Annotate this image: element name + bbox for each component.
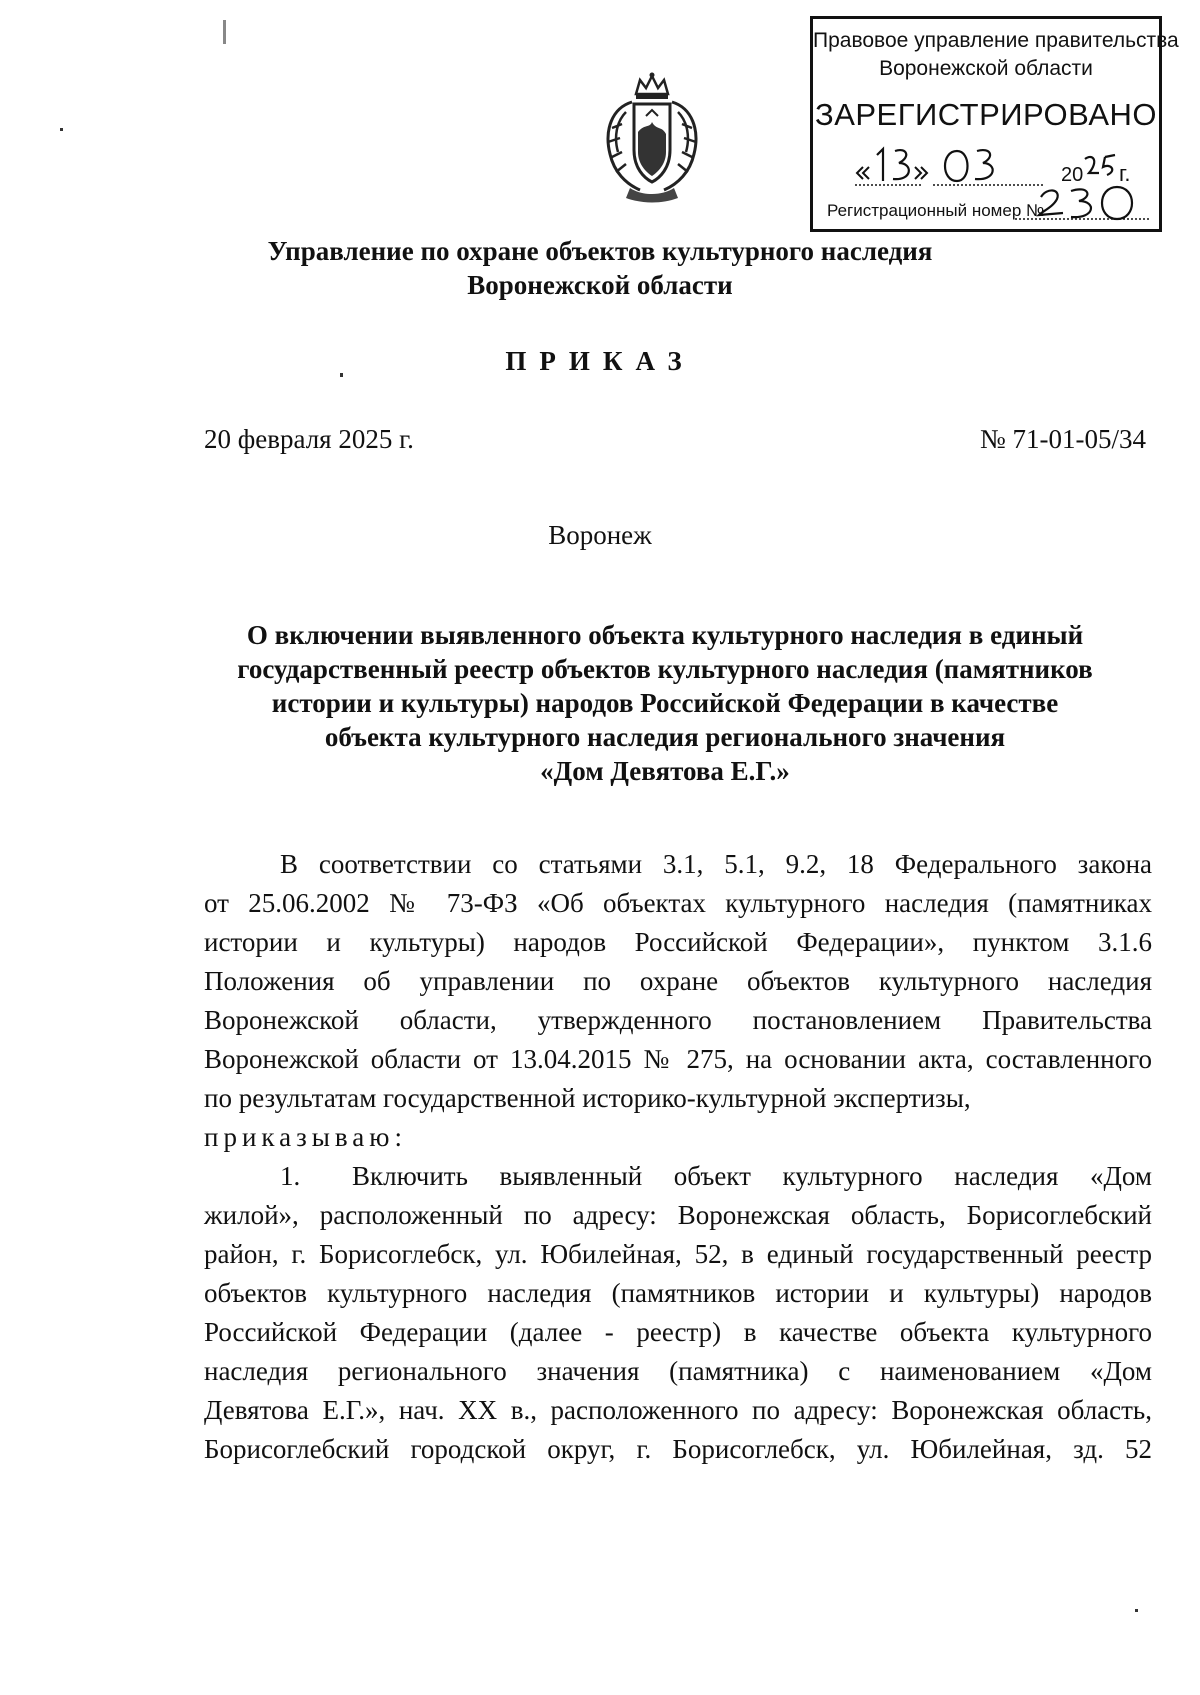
title-line: объекта культурного наследия регионального значения	[324, 722, 1006, 752]
document-body	[204, 845, 1152, 1469]
svg-text:20: 20	[1061, 164, 1084, 186]
stamp-registered: ЗАРЕГИСТРИРОВАНО	[814, 97, 1157, 132]
document-title	[200, 618, 1130, 788]
body-line: район, г. Борисоглебск, ул. Юбилейная, 52, в единый государственный реестр	[204, 1239, 1152, 1269]
stamp-reg-number-label: Регистрационный номер №	[827, 201, 1045, 220]
item1-first-line	[204, 1157, 1152, 1196]
body-line: жилой», расположенный по адресу: Воронежская область, Борисоглебский	[204, 1200, 1152, 1230]
body-line: Девятова Е.Г.», нач. XX в., расположенного по адресу: Воронежская область,	[204, 1395, 1152, 1425]
body-line: Воронежской области, утвержденного постановлением Правительства	[204, 1005, 1152, 1035]
body-line: по результатам государственной историко-культурной экспертизы,	[204, 1083, 971, 1113]
organization-line1: Управление по охране объектов культурного наследия	[267, 236, 933, 266]
body-line: Воронежской области от 13.04.2015 № 275, на основании акта, составленного	[204, 1044, 1152, 1074]
document-type: ПРИКАЗ	[505, 346, 695, 376]
stamp-handwritten-reg-number	[1013, 179, 1153, 229]
stamp-org-line2: Воронежской области	[879, 57, 1093, 80]
document-number: № 71-01-05/34	[980, 424, 1146, 454]
item-number: 1.	[280, 1161, 301, 1191]
title-line: О включении выявленного объекта культурного наследия в единый	[246, 620, 1084, 650]
body-line: Положения об управлении по охране объектов культурного наследия	[204, 966, 1152, 996]
body-line: Российской Федерации (далее - реестр) в качестве объекта культурного	[204, 1317, 1152, 1347]
order-word: приказываю:	[204, 1122, 407, 1152]
registration-stamp	[810, 16, 1179, 232]
scan-speck	[223, 20, 226, 44]
body-line: от 25.06.2002 № 73-ФЗ «Об объектах культурного наследия (памятниках	[204, 888, 1152, 918]
body-line: В соответствии со статьями 3.1, 5.1, 9.2, 18 Федерального закона	[280, 849, 1152, 879]
document-city: Воронеж	[548, 520, 652, 550]
title-line: «Дом Девятова Е.Г.»	[540, 756, 790, 786]
title-line: государственный реестр объектов культурного наследия (памятников	[237, 654, 1093, 684]
body-line: наследия регионального значения (памятника) с наименованием «Дом	[204, 1356, 1152, 1386]
body-line: объектов культурного наследия (памятников истории и культуры) народов	[204, 1278, 1152, 1308]
organization-name	[0, 234, 1200, 302]
title-line: истории и культуры) народов Российской Федерации в качестве	[271, 688, 1059, 718]
body-line: Включить выявленный объект культурного наследия «Дом	[352, 1161, 1152, 1191]
stamp-org-line1: Правовое управление правительства	[813, 29, 1179, 52]
body-line: истории и культуры) народов Российской Федерации», пунктом 3.1.6	[204, 927, 1152, 957]
document-date: 20 февраля 2025 г.	[204, 424, 414, 454]
organization-line2: Воронежской области	[467, 270, 733, 300]
body-line: Борисоглебский городской округ, г. Борисоглебск, ул. Юбилейная, зд. 52	[204, 1434, 1152, 1464]
scan-speck	[1135, 1609, 1138, 1612]
svg-text:г.: г.	[1119, 161, 1131, 186]
coat-of-arms-icon	[596, 72, 708, 204]
scan-speck	[60, 128, 63, 131]
